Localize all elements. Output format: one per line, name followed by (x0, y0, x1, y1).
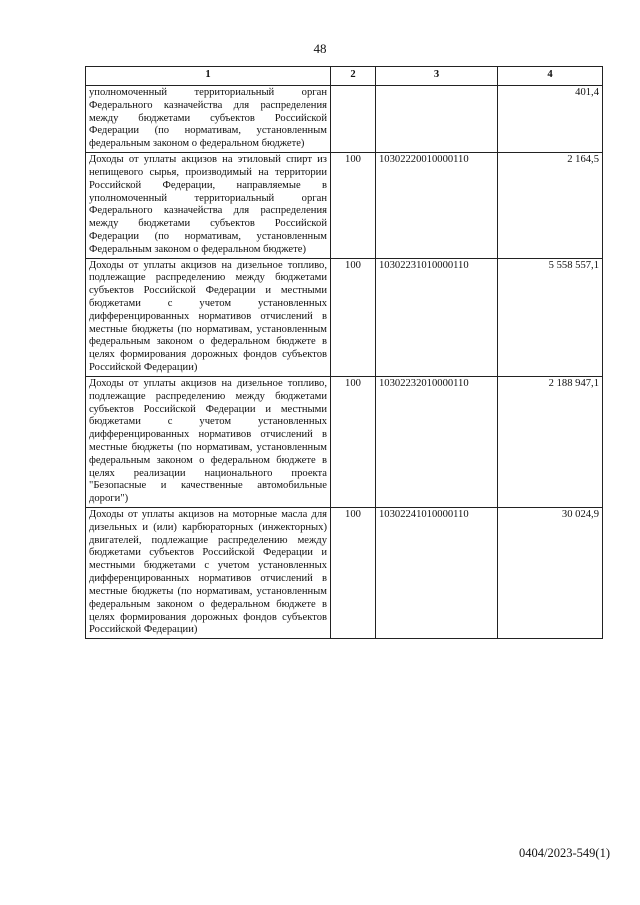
budget-classification-code: 10302232010000110 (376, 376, 498, 507)
column-header: 3 (376, 67, 498, 86)
admin-code: 100 (331, 258, 376, 376)
document-number: 0404/2023-549(1) (519, 846, 610, 860)
table-row (86, 508, 603, 639)
table-row (86, 86, 603, 153)
revenue-table (85, 66, 603, 639)
amount-value: 2 164,5 (498, 153, 603, 259)
amount-value: 2 188 947,1 (498, 376, 603, 507)
budget-classification-code: 10302220010000110 (376, 153, 498, 259)
column-header: 4 (498, 67, 603, 86)
income-description: Доходы от уплаты акцизов на моторные масла для дизельных и (или) карбюраторных (инжекторных) двигателей, подлежащие распределению между бюджетами субъектов Российской Федерации и местными бюджетами с учетом установленных дифференцированных нормативов отчислений в местные бюджеты (по нормативам, установленным федеральным законом о федеральном бюджете в целях формирования дорожных фондов субъектов Российской Федерации) (86, 508, 331, 639)
budget-classification-code (376, 86, 498, 153)
amount-value: 401,4 (498, 86, 603, 153)
income-description: Доходы от уплаты акцизов на дизельное топливо, подлежащие распределению между бюджетами субъектов Российской Федерации и местными бюджетами с учетом установленных дифференцированных нормативов отчислений в местные бюджеты (по нормативам, установленным федеральным законом о федеральном бюджете в целях реализации национального проекта "Безопасные и качественные автомобильные дороги") (86, 376, 331, 507)
amount-value: 5 558 557,1 (498, 258, 603, 376)
column-header: 1 (86, 67, 331, 86)
table-row (86, 153, 603, 259)
budget-classification-code: 10302231010000110 (376, 258, 498, 376)
table-row (86, 258, 603, 376)
income-description: Доходы от уплаты акцизов на дизельное топливо, подлежащие распределению между бюджетами субъектов Российской Федерации и местными бюджетами с учетом установленных дифференцированных нормативов отчислений в местные бюджеты (по нормативам, установленным федеральным законом о федеральном бюджете в целях формирования дорожных фондов субъектов Российской Федерации) (86, 258, 331, 376)
admin-code (331, 86, 376, 153)
table-row (86, 376, 603, 507)
admin-code: 100 (331, 508, 376, 639)
income-description: уполномоченный территориальный орган Федерального казначейства для распределения между бюджетами субъектов Российской Федерации (по нормативам, установленным федеральным законом о федеральном бюджете) (86, 86, 331, 153)
column-header: 2 (331, 67, 376, 86)
table-header-row (86, 67, 603, 86)
admin-code: 100 (331, 153, 376, 259)
income-description: Доходы от уплаты акцизов на этиловый спирт из непищевого сырья, производимый на территории Российской Федерации, направляемые в уполномоченный территориальный орган Федерального казначейства для распределения между бюджетами субъектов Российской Федерации (по нормативам, установленным Федеральным законом о федеральном бюджете) (86, 153, 331, 259)
budget-classification-code: 10302241010000110 (376, 508, 498, 639)
amount-value: 30 024,9 (498, 508, 603, 639)
admin-code: 100 (331, 376, 376, 507)
page-number: 48 (313, 41, 327, 56)
